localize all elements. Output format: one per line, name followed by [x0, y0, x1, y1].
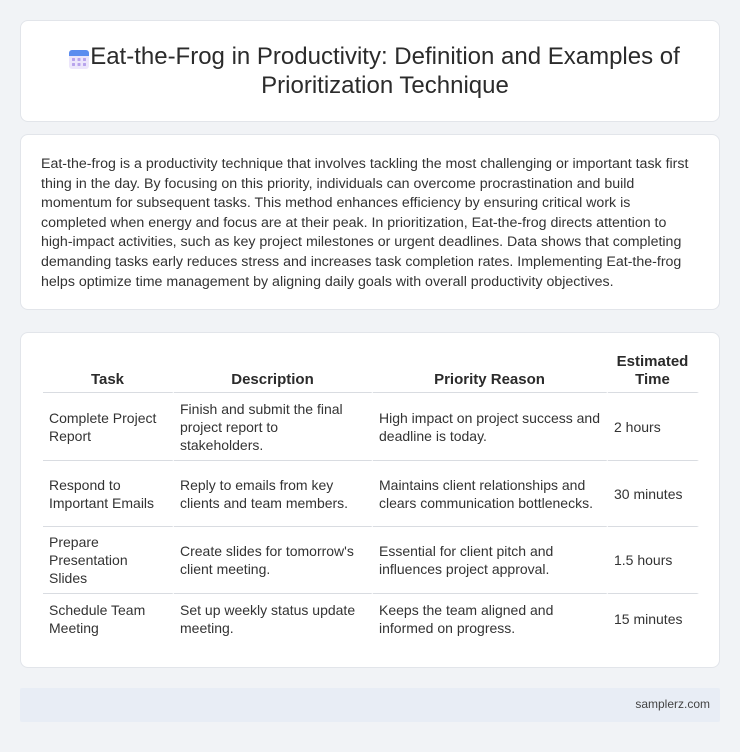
- header-priority-reason: Priority Reason: [373, 353, 608, 393]
- footer-bar: [20, 688, 720, 722]
- cell-estimated-time: 1.5 hours: [608, 527, 699, 594]
- cell-description: Finish and submit the final project report to stakeholders.: [174, 393, 373, 461]
- cell-task: Schedule Team Meeting: [43, 594, 174, 644]
- cell-priority-reason: Essential for client pitch and influences project approval.: [373, 527, 608, 594]
- table-row: [43, 527, 699, 594]
- page-title: Eat-the-Frog in Productivity: Definition and Examples of Prioritization Technique: [90, 43, 680, 99]
- cell-estimated-time: 2 hours: [608, 393, 699, 461]
- table-row: [43, 594, 699, 644]
- table-row: [43, 393, 699, 461]
- header-description: Description: [174, 353, 373, 393]
- intro-paragraph: Eat-the-frog is a productivity technique that involves tackling the most challenging or important task first thing in the day. By focusing on this priority, individuals can overcome procrastination and build momentum for subsequent tasks. This method enhances efficiency by ensuring critical work is completed when energy and focus are at their peak. In prioritization, Eat-the-frog directs attention to high-impact activities, such as key project milestones or urgent deadlines. Data shows that completing demanding tasks early reduces stress and increases task completion rates. Implementing Eat-the-frog helps optimize time management by aligning daily goals with overall productivity objectives.: [41, 156, 689, 290]
- calendar-icon: [68, 48, 90, 70]
- title-card: [20, 20, 720, 122]
- cell-priority-reason: Maintains client relationships and clears communication bottlenecks.: [373, 461, 608, 527]
- cell-task: Prepare Presentation Slides: [43, 527, 174, 594]
- cell-estimated-time: 15 minutes: [608, 594, 699, 644]
- title-wrap: [50, 42, 690, 100]
- table-row: [43, 461, 699, 527]
- cell-priority-reason: Keeps the team aligned and informed on progress.: [373, 594, 608, 644]
- table-header-row: [43, 353, 699, 393]
- table-card: [20, 332, 720, 668]
- cell-description: Create slides for tomorrow's client meeting.: [174, 527, 373, 594]
- cell-estimated-time: 30 minutes: [608, 461, 699, 527]
- description-card: [20, 134, 720, 310]
- cell-task: Complete Project Report: [43, 393, 174, 461]
- header-estimated-time: Estimated Time: [608, 353, 699, 393]
- task-table: [43, 353, 699, 644]
- cell-description: Reply to emails from key clients and team members.: [174, 461, 373, 527]
- cell-priority-reason: High impact on project success and deadline is today.: [373, 393, 608, 461]
- footer-site-link[interactable]: samplerz.com: [635, 697, 710, 711]
- cell-task: Respond to Important Emails: [43, 461, 174, 527]
- header-task: Task: [43, 353, 174, 393]
- cell-description: Set up weekly status update meeting.: [174, 594, 373, 644]
